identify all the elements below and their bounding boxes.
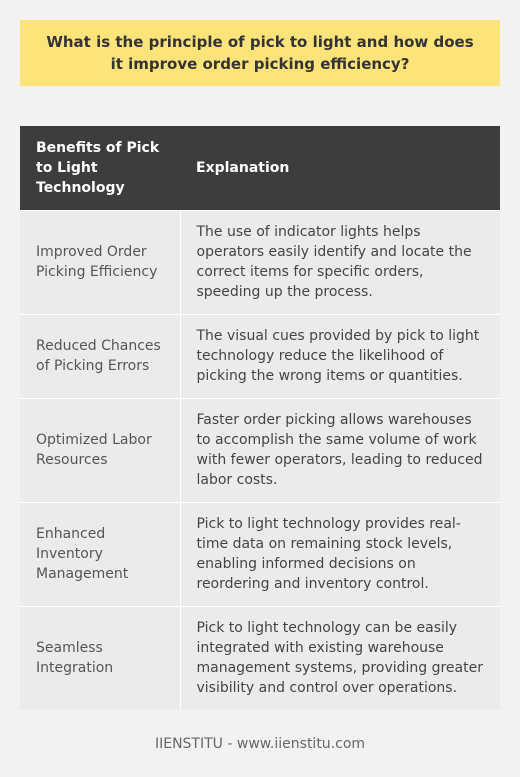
explanation-cell: Pick to light technology can be easily integrated with existing warehouse management systems, providing greater visibility and control over operations. (180, 606, 500, 710)
table-row (20, 210, 500, 314)
table-row (20, 314, 500, 398)
table-row (20, 502, 500, 606)
column-header-explanation: Explanation (180, 126, 500, 210)
explanation-cell: The visual cues provided by pick to light technology reduce the likelihood of picking the wrong items or quantities. (180, 314, 500, 398)
benefit-cell: Improved Order Picking Efficiency (20, 210, 180, 314)
column-header-benefits: Benefits of Pick to Light Technology (20, 126, 180, 210)
benefit-cell: Enhanced Inventory Management (20, 502, 180, 606)
table-row (20, 398, 500, 502)
explanation-cell: The use of indicator lights helps operators easily identify and locate the correct items for specific orders, speeding up the process. (180, 210, 500, 314)
benefit-cell: Seamless Integration (20, 606, 180, 710)
explanation-cell: Faster order picking allows warehouses to accomplish the same volume of work with fewer operators, leading to reduced labor costs. (180, 398, 500, 502)
footer-credit: IIENSTITU - www.iienstitu.com (154, 736, 366, 752)
benefit-cell: Reduced Chances of Picking Errors (20, 314, 180, 398)
benefits-table (20, 126, 500, 710)
table-row (20, 606, 500, 710)
explanation-cell: Pick to light technology provides real-time data on remaining stock levels, enabling informed decisions on reordering and inventory control. (180, 502, 500, 606)
page-title: What is the principle of pick to light and how does it improve order picking efficiency? (20, 20, 500, 86)
benefit-cell: Optimized Labor Resources (20, 398, 180, 502)
table-header-row (20, 126, 500, 210)
